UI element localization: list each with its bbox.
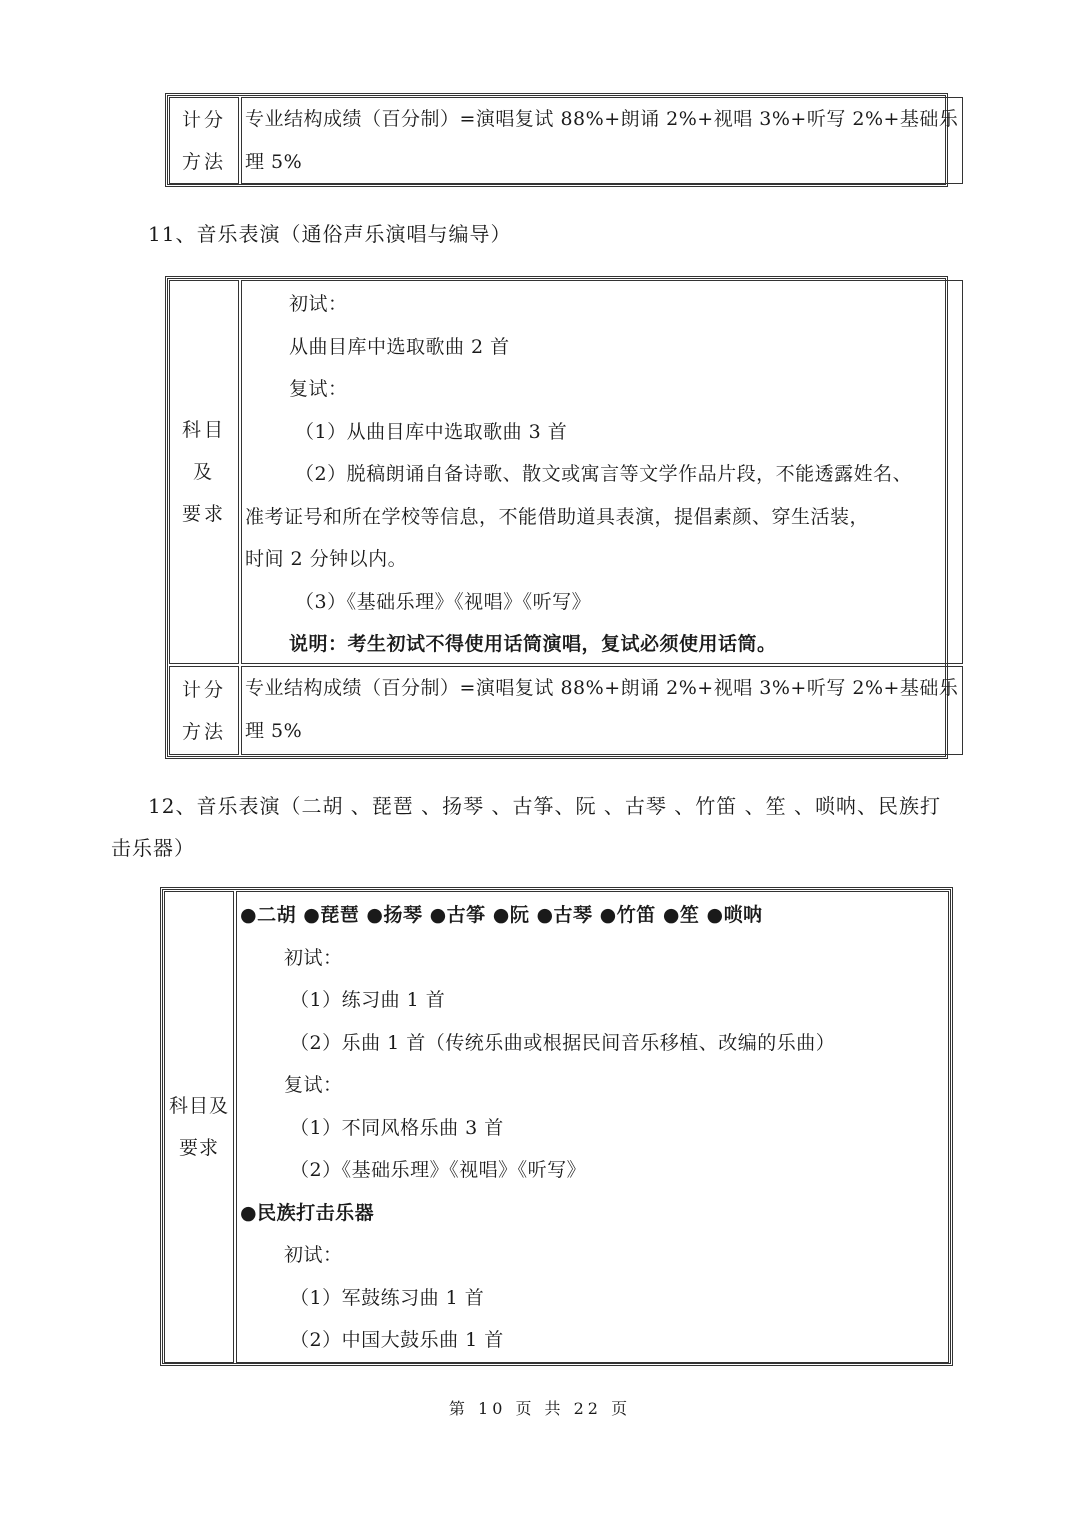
scoring-label (169, 97, 239, 184)
section-12-table (160, 887, 953, 1366)
retest-title: 复试： (284, 1074, 343, 1096)
label-line: 计分 (181, 678, 226, 701)
percussion-title: ●民族打击乐器 (240, 1201, 375, 1224)
prelim-item: 从曲目库中选取歌曲 2 首 (289, 335, 510, 358)
prelim-title: 初试： (284, 1244, 343, 1266)
retest-item: （1）不同风格乐曲 3 首 (290, 1116, 504, 1139)
subjects-content (236, 891, 949, 1363)
scoring-content (241, 97, 963, 184)
subjects-content (241, 280, 963, 664)
prelim-title: 初试： (289, 293, 348, 315)
scoring-table-top (165, 93, 959, 187)
label-line: 方法 (181, 150, 226, 173)
prelim-title: 初试： (284, 946, 343, 969)
label-line: 计分 (181, 108, 226, 131)
retest-item: （1）从曲目库中选取歌曲 3 首 (295, 420, 568, 443)
label-line: 要求 (181, 503, 226, 525)
retest-item: （2）脱稿朗诵自备诗歌、散文或寓言等文学作品片段，不能透露姓名、 (295, 463, 913, 485)
subjects-label (164, 891, 234, 1363)
score-text: 理 5% (245, 150, 303, 173)
score-text: 专业结构成绩（百分制）=演唱复试 88%+朗诵 2%+视唱 3%+听写 2%+基础乐 (245, 108, 959, 130)
note-text: 说明：考生初试不得使用话筒演唱，复试必须使用话筒。 (289, 633, 777, 655)
scoring-content (241, 666, 963, 755)
section-11-table (165, 276, 959, 759)
prelim-item: （1）军鼓练习曲 1 首 (290, 1286, 485, 1309)
page-number-footer: 第 10 页 共 22 页 (448, 1399, 632, 1418)
label-line: 科目 (181, 419, 226, 441)
retest-title: 复试： (289, 378, 348, 400)
section-11-heading: 11、音乐表演（通俗声乐演唱与编导） (148, 222, 512, 246)
label-line: 要求 (178, 1136, 219, 1159)
label-line: 方法 (181, 720, 226, 743)
retest-item-cont: 时间 2 分钟以内。 (245, 548, 408, 570)
prelim-item: （2）中国大鼓乐曲 1 首 (290, 1329, 504, 1351)
score-text: 专业结构成绩（百分制）=演唱复试 88%+朗诵 2%+视唱 3%+听写 2%+基础乐 (245, 677, 959, 699)
retest-item: （3）《基础乐理》《视唱》《听写》 (295, 590, 592, 613)
label-line: 科目及 (168, 1094, 229, 1117)
subjects-label (169, 280, 239, 664)
retest-item: （2）《基础乐理》《视唱》《听写》 (290, 1159, 587, 1181)
retest-item-cont: 准考证号和所在学校等信息，不能借助道具表演，提倡素颜、穿生活装， (245, 505, 870, 528)
section-12-heading-cont: 击乐器） (111, 836, 195, 860)
score-text: 理 5% (245, 719, 303, 742)
scoring-label (169, 666, 239, 755)
section-12-heading: 12、音乐表演（二胡 、琵琶 、扬琴 、古筝、阮 、古琴 、竹笛 、笙 、唢呐、民族打 (148, 794, 941, 818)
prelim-item: （1）练习曲 1 首 (290, 989, 446, 1011)
instrument-list: ●二胡 ●琵琶 ●扬琴 ●古筝 ●阮 ●古琴 ●竹笛 ●笙 ●唢呐 (240, 904, 763, 926)
label-line: 及 (192, 461, 215, 483)
prelim-item: （2）乐曲 1 首（传统乐曲或根据民间音乐移植、改编的乐曲） (290, 1031, 836, 1054)
